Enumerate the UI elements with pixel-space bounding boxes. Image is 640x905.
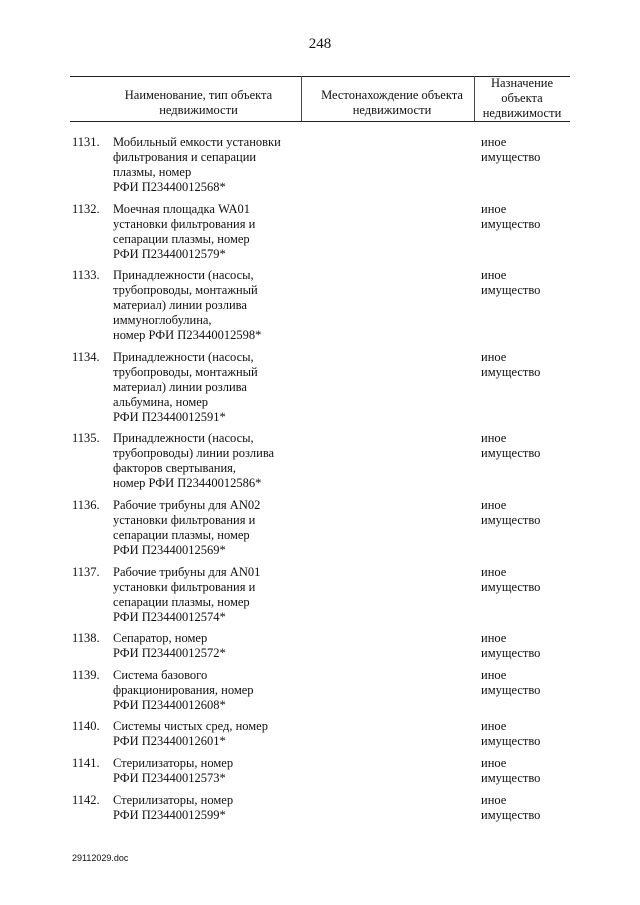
object-purpose bbox=[481, 756, 571, 786]
table-row bbox=[0, 668, 640, 720]
object-purpose-line: имущество bbox=[481, 734, 541, 749]
object-name-line: РФИ П23440012608* bbox=[113, 697, 226, 712]
object-name-line: Стерилизаторы, номер bbox=[113, 755, 234, 770]
object-purpose-line: иное bbox=[481, 667, 507, 682]
header-line: недвижимости bbox=[159, 103, 238, 117]
table-row bbox=[0, 719, 640, 756]
object-name-line: РФИ П23440012579* bbox=[113, 246, 226, 261]
object-purpose-line: иное bbox=[481, 201, 507, 216]
header-line: недвижимости bbox=[482, 106, 562, 120]
row-number: 1140. bbox=[72, 719, 100, 734]
object-name-line: плазмы, номер bbox=[113, 165, 192, 179]
object-name bbox=[113, 350, 303, 425]
header-line: недвижимости bbox=[352, 103, 432, 117]
object-purpose-line: иное bbox=[481, 631, 507, 646]
object-name-line: Рабочие трибуны для AN02 bbox=[113, 497, 261, 512]
object-purpose bbox=[481, 431, 571, 461]
row-number: 1131. bbox=[72, 135, 100, 149]
object-purpose-line: иное bbox=[481, 497, 507, 512]
header-line: Назначение bbox=[490, 76, 553, 90]
object-purpose bbox=[481, 498, 571, 528]
object-purpose bbox=[481, 350, 571, 380]
object-name-line: трубопроводы) линии розлива bbox=[113, 446, 275, 461]
table-row bbox=[0, 498, 640, 565]
object-name-line: фракционирования, номер bbox=[113, 682, 254, 697]
object-purpose-line: имущество bbox=[481, 807, 541, 822]
object-purpose-line: имущество bbox=[481, 512, 541, 527]
table-row bbox=[0, 202, 640, 269]
object-name-line: РФИ П23440012574* bbox=[113, 609, 226, 624]
object-name bbox=[113, 135, 303, 195]
object-name-line: иммуноглобулина, bbox=[113, 313, 212, 328]
object-name-line: трубопроводы, монтажный bbox=[113, 283, 258, 298]
header-bottom-rule bbox=[70, 121, 570, 122]
table-row bbox=[0, 565, 640, 632]
object-name bbox=[113, 631, 303, 661]
object-purpose-line: иное bbox=[481, 135, 507, 149]
object-purpose bbox=[481, 793, 571, 823]
object-name bbox=[113, 565, 303, 625]
object-name bbox=[113, 668, 303, 713]
object-name bbox=[113, 202, 303, 262]
object-name-line: альбумина, номер bbox=[113, 394, 209, 409]
object-purpose-line: имущество bbox=[481, 446, 541, 461]
row-number: 1142. bbox=[72, 792, 100, 807]
object-name-line: РФИ П23440012601* bbox=[113, 734, 226, 749]
header-line: объекта bbox=[501, 91, 543, 105]
column-header-location bbox=[302, 88, 482, 118]
object-name-line: номер РФИ П23440012586* bbox=[113, 476, 262, 491]
object-purpose-line: иное bbox=[481, 719, 507, 734]
object-name bbox=[113, 431, 303, 491]
object-name-line: трубопроводы, монтажный bbox=[113, 364, 258, 379]
property-table-body bbox=[0, 135, 640, 829]
object-name-line: материал) линии розлива bbox=[113, 379, 247, 394]
object-name-line: установки фильтрования и bbox=[113, 579, 256, 594]
object-name-line: РФИ П23440012568* bbox=[113, 180, 226, 194]
column-header-purpose bbox=[474, 76, 570, 121]
object-purpose bbox=[481, 268, 571, 298]
row-number: 1133. bbox=[72, 268, 100, 283]
object-name bbox=[113, 793, 303, 823]
table-row bbox=[0, 350, 640, 432]
table-row bbox=[0, 268, 640, 350]
object-purpose-line: иное bbox=[481, 268, 507, 283]
row-number: 1136. bbox=[72, 497, 100, 512]
object-name-line: установки фильтрования и bbox=[113, 216, 256, 231]
row-number: 1138. bbox=[72, 631, 100, 646]
object-purpose-line: иное bbox=[481, 792, 507, 807]
object-purpose bbox=[481, 202, 571, 232]
object-purpose-line: имущество bbox=[481, 283, 541, 298]
object-name-line: Принадлежности (насосы, bbox=[113, 268, 254, 283]
object-purpose-line: имущество bbox=[481, 150, 541, 164]
object-name-line: РФИ П23440012569* bbox=[113, 542, 226, 557]
row-number: 1141. bbox=[72, 755, 100, 770]
object-purpose bbox=[481, 135, 571, 165]
object-purpose-line: имущество bbox=[481, 770, 541, 785]
row-number: 1139. bbox=[72, 667, 100, 682]
object-name-line: Стерилизаторы, номер bbox=[113, 792, 234, 807]
object-name bbox=[113, 268, 303, 343]
object-name-line: Рабочие трибуны для AN01 bbox=[113, 564, 261, 579]
row-number: 1137. bbox=[72, 564, 100, 579]
table-row bbox=[0, 431, 640, 498]
object-name-line: Принадлежности (насосы, bbox=[113, 349, 254, 364]
object-purpose bbox=[481, 631, 571, 661]
row-number: 1132. bbox=[72, 201, 100, 216]
object-purpose-line: иное bbox=[481, 564, 507, 579]
object-purpose bbox=[481, 668, 571, 698]
object-purpose bbox=[481, 719, 571, 749]
object-name-line: РФИ П23440012599* bbox=[113, 807, 226, 822]
object-name-line: сепарации плазмы, номер bbox=[113, 594, 250, 609]
object-name-line: Система базового bbox=[113, 667, 208, 682]
table-row bbox=[0, 631, 640, 668]
object-name-line: номер РФИ П23440012598* bbox=[113, 328, 262, 343]
object-purpose-line: имущество bbox=[481, 646, 541, 661]
object-name-line: Принадлежности (насосы, bbox=[113, 431, 254, 446]
object-name-line: сепарации плазмы, номер bbox=[113, 527, 250, 542]
object-name-line: факторов свертывания, bbox=[113, 461, 237, 476]
object-purpose-line: имущество bbox=[481, 579, 541, 594]
object-purpose-line: иное bbox=[481, 349, 507, 364]
object-purpose-line: имущество bbox=[481, 364, 541, 379]
object-purpose-line: имущество bbox=[481, 216, 541, 231]
object-purpose-line: иное bbox=[481, 755, 507, 770]
object-name-line: РФИ П23440012572* bbox=[113, 646, 226, 661]
object-name-line: фильтрования и сепарации bbox=[113, 150, 257, 164]
column-header-name bbox=[96, 88, 301, 118]
file-name-footer: 29112029.doc bbox=[72, 853, 129, 863]
object-name-line: Моечная площадка WA01 bbox=[113, 201, 251, 216]
object-name-line: сепарации плазмы, номер bbox=[113, 231, 250, 246]
object-name-line: РФИ П23440012591* bbox=[113, 409, 226, 424]
table-row bbox=[0, 793, 640, 830]
object-name-line: РФИ П23440012573* bbox=[113, 770, 226, 785]
header-line: Местонахождение объекта bbox=[321, 88, 463, 102]
object-name bbox=[113, 719, 303, 749]
object-name-line: Мобильный емкости установки bbox=[113, 135, 281, 149]
object-name-line: Системы чистых сред, номер bbox=[113, 719, 268, 734]
object-purpose-line: имущество bbox=[481, 682, 541, 697]
header-line: Наименование, тип объекта bbox=[124, 88, 273, 102]
object-name bbox=[113, 756, 303, 786]
table-row bbox=[0, 756, 640, 793]
row-number: 1135. bbox=[72, 431, 100, 446]
row-number: 1134. bbox=[72, 349, 100, 364]
object-name bbox=[113, 498, 303, 558]
object-name-line: установки фильтрования и bbox=[113, 512, 256, 527]
table-row bbox=[0, 135, 640, 202]
object-name-line: материал) линии розлива bbox=[113, 298, 247, 313]
object-purpose-line: иное bbox=[481, 431, 507, 446]
object-purpose bbox=[481, 565, 571, 595]
page-number: 248 bbox=[308, 36, 332, 52]
object-name-line: Сепаратор, номер bbox=[113, 631, 208, 646]
